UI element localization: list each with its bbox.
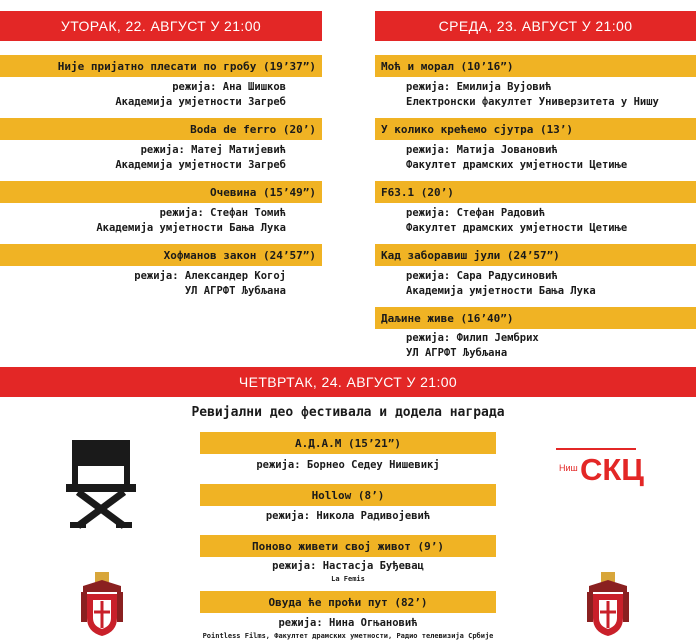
thursday-header: ЧЕТВРТАК, 24. АВГУСТ У 21:00 <box>0 367 696 397</box>
film-school: Електронски факултет Универзитета у Нишу <box>406 96 659 108</box>
film-director: режија: Ана Шишков <box>172 81 286 93</box>
wednesday-header: СРЕДА, 23. АВГУСТ У 21:00 <box>375 11 696 41</box>
film-title-bar: У колико крећемо сјутра (13’) <box>375 118 696 140</box>
film-info <box>406 80 696 110</box>
film-director: режија: Настасја Буђевац <box>272 560 424 572</box>
film-director: режија: Александер Когој <box>134 270 286 282</box>
film-info <box>150 509 546 524</box>
directors-chair-icon <box>66 440 136 530</box>
film-info <box>406 269 696 299</box>
film-school: УЛ АГРФТ Љубљана <box>184 285 286 297</box>
section-title: Ревијални део фестивала и додела награда <box>191 405 505 420</box>
logo-small-text: Ниш <box>559 463 578 473</box>
film-info <box>0 143 286 173</box>
film-director: режија: Борнео Седеу Нишевикј <box>256 459 440 471</box>
film-title-bar: Овуда ће проћи пут (82’) <box>200 591 496 613</box>
coat-of-arms-icon <box>79 572 125 638</box>
film-director: режија: Стефан Радовић <box>406 207 546 219</box>
film-title-bar: Хофманов закон (24’57”) <box>0 244 322 266</box>
film-title-bar: Boda de ferro (20’) <box>0 118 322 140</box>
film-school: Факултет драмских умјетности Цетиње <box>406 159 628 171</box>
film-school: Академија умјетности Бања Лука <box>406 285 596 297</box>
film-info <box>406 331 696 361</box>
film-note: Pointless Films, Факултет драмских уметности, Радио телевизија Србије <box>202 632 494 640</box>
film-title-bar: А.Д.А.М (15’21”) <box>200 432 496 454</box>
tuesday-header: УТОРАК, 22. АВГУСТ У 21:00 <box>0 11 322 41</box>
film-director: режија: Филип Јембрих <box>406 332 539 344</box>
film-director: режија: Нина Огњановић <box>278 617 418 629</box>
film-school: Факултет драмских умјетности Цетиње <box>406 222 628 234</box>
film-school: Академија умјетности Загреб <box>115 96 286 108</box>
film-school: Академија умјетности Загреб <box>115 159 286 171</box>
film-director: режија: Матија Јовановић <box>406 144 558 156</box>
film-info <box>0 269 286 299</box>
film-info <box>0 206 286 236</box>
film-director: режија: Стефан Томић <box>159 207 286 219</box>
coat-of-arms-icon <box>585 572 631 638</box>
film-title-bar: F63.1 (20’) <box>375 181 696 203</box>
film-title-bar: Даљине живе (16’40”) <box>375 307 696 329</box>
film-note: La Femis <box>331 575 365 583</box>
film-info <box>100 616 596 641</box>
film-title-bar: Очевина (15’49”) <box>0 181 322 203</box>
film-director: режија: Сара Радусиновић <box>406 270 558 282</box>
film-title-bar: Моћ и морал (10’16”) <box>375 55 696 77</box>
film-title-bar: Није пријатно плесати по гробу (19’37”) <box>0 55 322 77</box>
film-title-bar: Кад заборавиш јули (24’57”) <box>375 244 696 266</box>
film-school: Академија умјетности Бања Лука <box>96 222 286 234</box>
skc-logo <box>556 444 644 487</box>
film-director: режија: Матеј Матијевић <box>140 144 286 156</box>
logo-big-text: СКЦ <box>580 452 644 487</box>
film-director: режија: Никола Радивојевић <box>265 510 431 522</box>
film-school: УЛ АГРФТ Љубљана <box>406 347 508 359</box>
film-title-bar: Hollow (8’) <box>200 484 496 506</box>
film-info <box>150 458 546 473</box>
film-info <box>0 80 286 110</box>
film-info <box>406 143 696 173</box>
film-title-bar: Поново живети свој живот (9’) <box>200 535 496 557</box>
film-info <box>406 206 696 236</box>
film-info <box>150 559 546 584</box>
film-director: режија: Емилија Вујовић <box>406 81 552 93</box>
